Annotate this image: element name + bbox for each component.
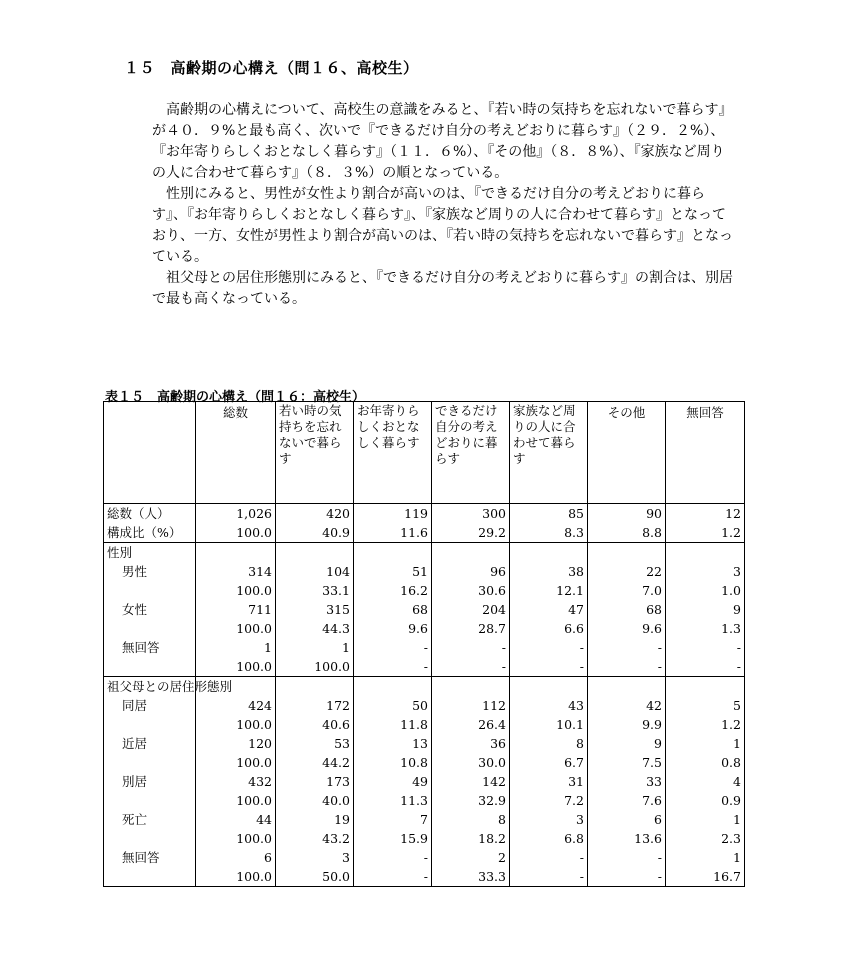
column-header: 総数	[196, 402, 276, 504]
table-cell: 9	[666, 600, 745, 619]
row-label	[104, 581, 196, 600]
row-label: 祖父母との居住形態別	[104, 677, 196, 697]
table-cell: 7.6	[588, 791, 666, 810]
table-cell: 1	[666, 810, 745, 829]
column-header: 家族など周りの人に合わせて暮らす	[510, 402, 588, 504]
table-cell: 1.2	[666, 715, 745, 734]
table-cell: 1	[196, 638, 276, 657]
table-cell: 2.3	[666, 829, 745, 848]
table-cell: 5	[666, 696, 745, 715]
table-cell: 15.9	[354, 829, 432, 848]
table-row	[104, 715, 745, 734]
table-cell: -	[354, 657, 432, 677]
table-cell: 100.0	[196, 523, 276, 543]
table-cell: 100.0	[196, 715, 276, 734]
table-cell: 13	[354, 734, 432, 753]
table-cell: 29.2	[432, 523, 510, 543]
table-cell: 44	[196, 810, 276, 829]
table-cell: -	[432, 657, 510, 677]
table-cell: 33	[588, 772, 666, 791]
table-cell: 172	[276, 696, 354, 715]
table-cell: 104	[276, 562, 354, 581]
table-cell: 432	[196, 772, 276, 791]
table-cell: 112	[432, 696, 510, 715]
table-cell	[588, 543, 666, 563]
table-cell: -	[588, 638, 666, 657]
table-cell: -	[510, 848, 588, 867]
table-cell: 100.0	[196, 753, 276, 772]
table-cell: 1.3	[666, 619, 745, 638]
table-cell: 100.0	[276, 657, 354, 677]
table-row	[104, 619, 745, 638]
table-cell: 6.7	[510, 753, 588, 772]
table-cell: 68	[354, 600, 432, 619]
table-row	[104, 810, 745, 829]
paragraph-residence: 祖父母との居住形態別にみると、『できるだけ自分の考えどおりに暮らす』の割合は、別居で最も高くなっている。	[152, 270, 733, 307]
table-cell: 1	[276, 638, 354, 657]
table-cell: 142	[432, 772, 510, 791]
column-header: 若い時の気持ちを忘れないで暮らす	[276, 402, 354, 504]
table-cell: 40.6	[276, 715, 354, 734]
table-cell: 173	[276, 772, 354, 791]
table-cell: 420	[276, 504, 354, 524]
table-cell: 711	[196, 600, 276, 619]
table-cell: 38	[510, 562, 588, 581]
table-cell: 3	[510, 810, 588, 829]
table-cell: 30.6	[432, 581, 510, 600]
table-cell	[432, 677, 510, 697]
table-cell: 7.0	[588, 581, 666, 600]
table-cell: 53	[276, 734, 354, 753]
table-cell: 22	[588, 562, 666, 581]
table-row	[104, 772, 745, 791]
table-row	[104, 867, 745, 887]
table-cell: 100.0	[196, 581, 276, 600]
row-label: 女性	[104, 600, 196, 619]
table-cell	[276, 677, 354, 697]
table-cell: -	[432, 638, 510, 657]
table-cell: 26.4	[432, 715, 510, 734]
table-row	[104, 600, 745, 619]
table-row	[104, 523, 745, 543]
table-caption: 表１５ 高齢期の心構え（問１６：高校生）	[105, 390, 366, 405]
table-cell: 10.1	[510, 715, 588, 734]
table-cell: 1.0	[666, 581, 745, 600]
table-cell	[196, 543, 276, 563]
table-cell: 100.0	[196, 619, 276, 638]
table-cell: 2	[432, 848, 510, 867]
body-text	[152, 100, 738, 310]
table-row	[104, 504, 745, 524]
table-cell: 90	[588, 504, 666, 524]
table-row	[104, 677, 745, 697]
table-cell: 28.7	[432, 619, 510, 638]
row-label: 別居	[104, 772, 196, 791]
header-blank	[104, 402, 196, 504]
table-header-row	[104, 402, 745, 504]
table-cell	[510, 543, 588, 563]
column-header: お年寄りらしくおとなしく暮らす	[354, 402, 432, 504]
table-cell: 10.8	[354, 753, 432, 772]
row-label: 無回答	[104, 848, 196, 867]
table-cell: 42	[588, 696, 666, 715]
row-label	[104, 619, 196, 638]
table-cell: 12.1	[510, 581, 588, 600]
table-cell: 7	[354, 810, 432, 829]
table-cell: 19	[276, 810, 354, 829]
table-cell: 33.1	[276, 581, 354, 600]
table-cell: -	[510, 867, 588, 887]
row-label: 近居	[104, 734, 196, 753]
table-cell: 120	[196, 734, 276, 753]
column-header: その他	[588, 402, 666, 504]
table-cell: 9.6	[588, 619, 666, 638]
table-cell	[276, 543, 354, 563]
table-cell: 100.0	[196, 867, 276, 887]
table-cell	[666, 677, 745, 697]
table-cell: 68	[588, 600, 666, 619]
table-cell	[354, 543, 432, 563]
table-cell: 1	[666, 734, 745, 753]
table-cell: 18.2	[432, 829, 510, 848]
row-label: 性別	[104, 543, 196, 563]
table-cell: 1	[666, 848, 745, 867]
table-cell: 0.9	[666, 791, 745, 810]
table-cell: -	[510, 657, 588, 677]
table-cell: 8.8	[588, 523, 666, 543]
table-row	[104, 638, 745, 657]
row-label: 同居	[104, 696, 196, 715]
table-cell: 51	[354, 562, 432, 581]
table-cell: 43	[510, 696, 588, 715]
table-row	[104, 734, 745, 753]
table-cell: 6	[588, 810, 666, 829]
table-row	[104, 829, 745, 848]
table-cell: 4	[666, 772, 745, 791]
table-cell: 50.0	[276, 867, 354, 887]
table-cell: 100.0	[196, 791, 276, 810]
table-cell: 11.3	[354, 791, 432, 810]
table-cell: 13.6	[588, 829, 666, 848]
table-cell: -	[354, 638, 432, 657]
table-cell: 96	[432, 562, 510, 581]
survey-table	[103, 401, 745, 887]
table-cell	[588, 677, 666, 697]
table-cell: 300	[432, 504, 510, 524]
table-cell: 314	[196, 562, 276, 581]
table-cell: 44.3	[276, 619, 354, 638]
table-cell: -	[510, 638, 588, 657]
table-cell: 43.2	[276, 829, 354, 848]
table-row	[104, 657, 745, 677]
table-cell	[666, 543, 745, 563]
table-row	[104, 848, 745, 867]
table-cell: 9.9	[588, 715, 666, 734]
row-label	[104, 791, 196, 810]
table-cell: 36	[432, 734, 510, 753]
table-cell: -	[588, 848, 666, 867]
table-cell: 40.9	[276, 523, 354, 543]
table-cell: 12	[666, 504, 745, 524]
table-cell: 3	[666, 562, 745, 581]
table-row	[104, 696, 745, 715]
table-row	[104, 562, 745, 581]
table-cell: 32.9	[432, 791, 510, 810]
table-cell: 1.2	[666, 523, 745, 543]
table-cell: 16.7	[666, 867, 745, 887]
row-label	[104, 715, 196, 734]
table-cell: 8	[510, 734, 588, 753]
table-cell: -	[354, 848, 432, 867]
table-cell: 315	[276, 600, 354, 619]
table-cell: -	[588, 867, 666, 887]
table-cell: 100.0	[196, 829, 276, 848]
table-cell	[510, 677, 588, 697]
table-cell: 6.8	[510, 829, 588, 848]
table-cell: 3	[276, 848, 354, 867]
row-label: 総数（人）	[104, 504, 196, 524]
table-cell: -	[588, 657, 666, 677]
column-header: 無回答	[666, 402, 745, 504]
table-cell: 7.5	[588, 753, 666, 772]
row-label: 構成比（%）	[104, 523, 196, 543]
row-label: 無回答	[104, 638, 196, 657]
table-cell: 33.3	[432, 867, 510, 887]
table-cell: 8	[432, 810, 510, 829]
row-label	[104, 867, 196, 887]
table-cell: 9.6	[354, 619, 432, 638]
table-cell: 6.6	[510, 619, 588, 638]
table-cell: 44.2	[276, 753, 354, 772]
table-cell: -	[354, 867, 432, 887]
column-header: できるだけ自分の考えどおりに暮らす	[432, 402, 510, 504]
table-row	[104, 581, 745, 600]
table-cell: 8.3	[510, 523, 588, 543]
row-label: 死亡	[104, 810, 196, 829]
table-cell: 119	[354, 504, 432, 524]
table-cell: -	[666, 638, 745, 657]
table-cell: 40.0	[276, 791, 354, 810]
table-cell: 50	[354, 696, 432, 715]
table-cell: 30.0	[432, 753, 510, 772]
table-cell: 16.2	[354, 581, 432, 600]
table-row	[104, 753, 745, 772]
table-cell: 31	[510, 772, 588, 791]
paragraph-gender: 性別にみると、男性が女性より割合が高いのは、『できるだけ自分の考えどおりに暮らす』、『お年寄りらしくおとなしく暮らす』、『家族など周りの人に合わせて暮らす』となっており、一方、女性が男性より割合が高いのは、『若い時の気持ちを忘れないで暮らす』となっている。	[152, 186, 733, 265]
table-cell	[354, 677, 432, 697]
table-cell	[432, 543, 510, 563]
table-cell: 424	[196, 696, 276, 715]
table-cell: 1,026	[196, 504, 276, 524]
table-cell: 6	[196, 848, 276, 867]
table-cell: 7.2	[510, 791, 588, 810]
table-cell: 47	[510, 600, 588, 619]
table-cell: 0.8	[666, 753, 745, 772]
table-row	[104, 791, 745, 810]
table-cell: 9	[588, 734, 666, 753]
table-cell: 11.8	[354, 715, 432, 734]
table-row	[104, 543, 745, 563]
paragraph-summary: 高齢期の心構えについて、高校生の意識をみると、『若い時の気持ちを忘れないで暮らす』が４０．９%と最も高く、次いで『できるだけ自分の考えどおりに暮らす』（２９．２%）、『お年寄りらしくおとなしく暮らす』（１１．６%）、『その他』（８．８%）、『家族など周りの人に合わせて暮らす』（８．３%）の順となっている。	[152, 102, 733, 181]
table-cell: -	[666, 657, 745, 677]
row-label	[104, 753, 196, 772]
section-heading: １５ 高齢期の心構え（問１６、高校生）	[124, 59, 419, 77]
table-cell: 85	[510, 504, 588, 524]
table-body	[104, 504, 745, 887]
table-cell: 11.6	[354, 523, 432, 543]
table-cell: 204	[432, 600, 510, 619]
table-cell: 100.0	[196, 657, 276, 677]
row-label	[104, 829, 196, 848]
row-label: 男性	[104, 562, 196, 581]
table-cell: 49	[354, 772, 432, 791]
row-label	[104, 657, 196, 677]
